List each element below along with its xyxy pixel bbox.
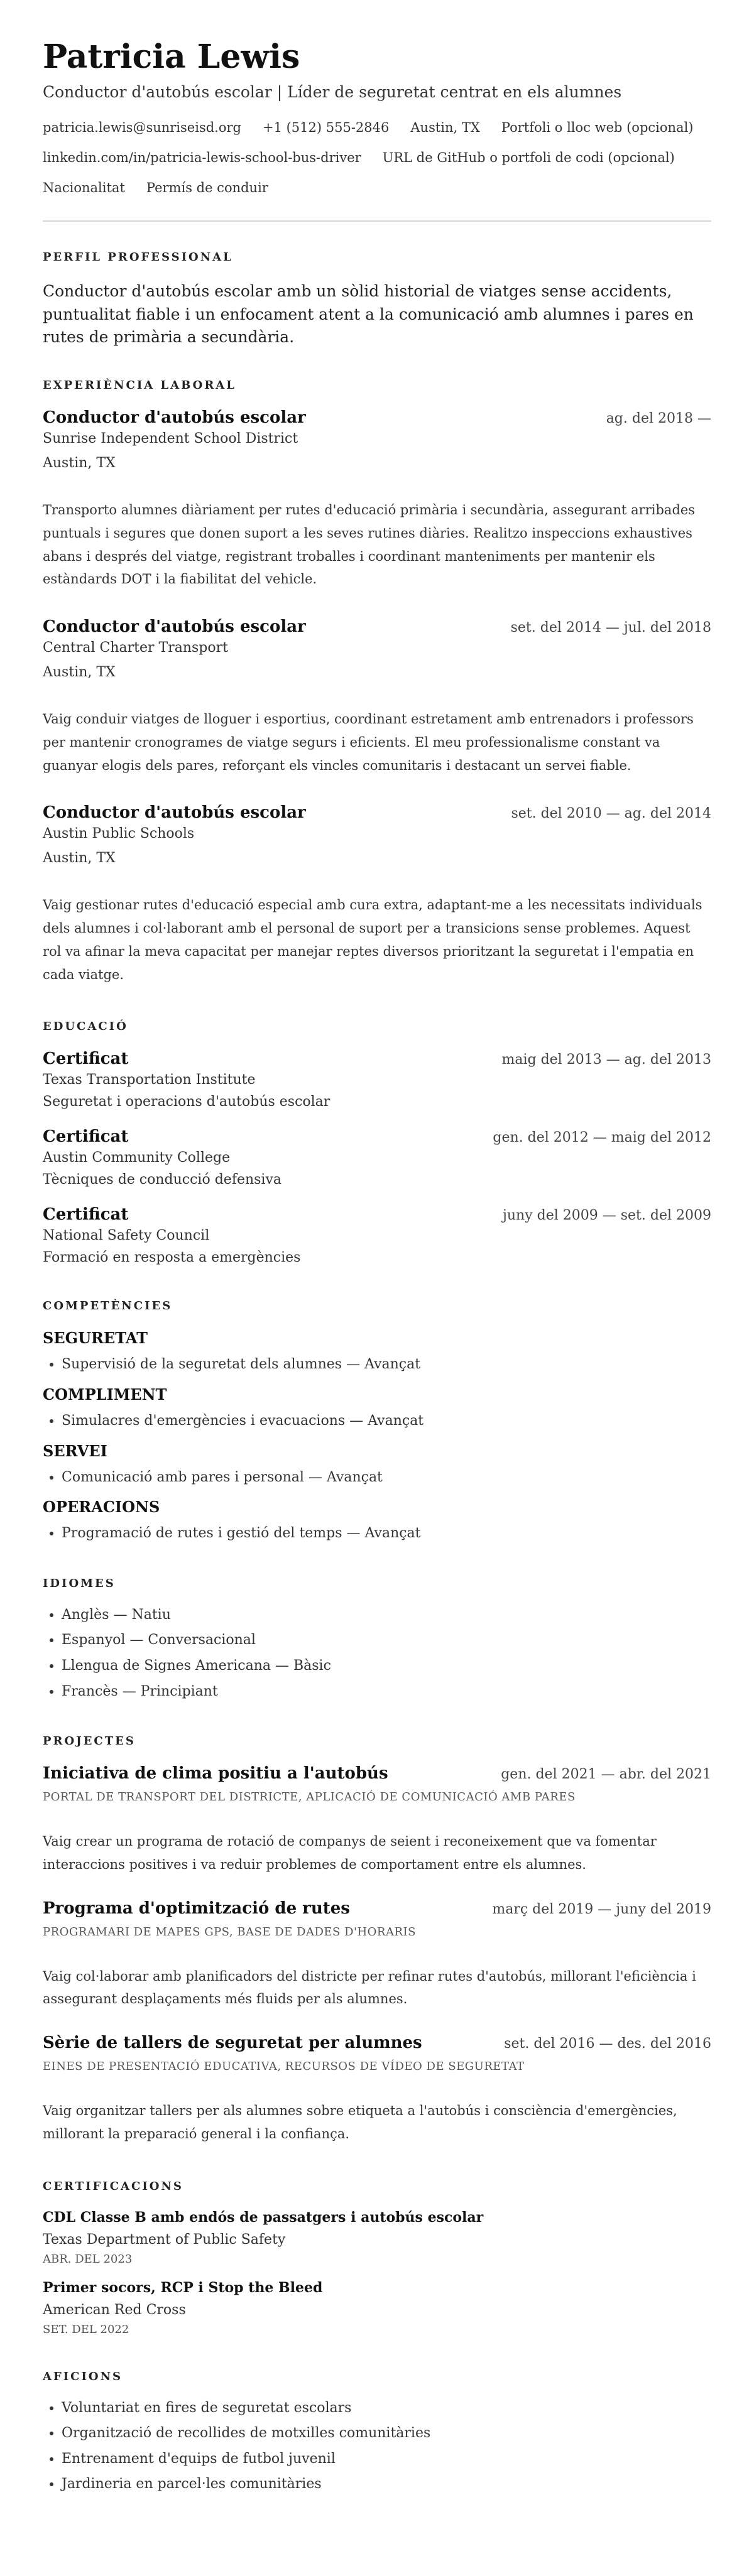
language-item: • Llengua de Signes Americana — Bàsic — [62, 1657, 711, 1675]
header-divider — [43, 220, 711, 222]
institution-name: Texas Transportation Institute — [43, 1072, 256, 1088]
education-date: gen. del 2012 — maig del 2012 — [493, 1130, 711, 1146]
email-link[interactable]: patricia.lewis@sunriseisd.org — [43, 120, 241, 136]
skills-section — [43, 1299, 711, 1542]
certification-title: CDL Classe B amb endós de passatgers i autobús escolar — [43, 2209, 484, 2226]
certification-entry — [43, 2209, 711, 2266]
project-title: Programa d'optimització de rutes — [43, 1898, 350, 1918]
phone-number[interactable]: +1 (512) 555-2846 — [262, 120, 390, 136]
section-title: PERFIL PROFESSIONAL — [43, 251, 233, 264]
skill-item: • Programació de rutes i gestió del temps — Avançat — [62, 1525, 711, 1543]
institution-name: Austin Community College — [43, 1150, 231, 1166]
project-description: Vaig col·laborar amb planificadors del districte per refinar rutes d'autobús, millorant l'eficiència i assegurant desplaçaments més fluids per als alumnes. — [43, 1968, 696, 2007]
driving-license-text: Permís de conduir — [146, 180, 268, 196]
skill-group — [43, 1498, 711, 1543]
skill-item: • Simulacres d'emergències i evacuacions — Avançat — [62, 1412, 711, 1431]
job-date: set. del 2010 — ag. del 2014 — [511, 806, 711, 822]
job-title: Conductor d'autobús escolar — [43, 408, 306, 428]
portfolio-link[interactable]: Portfoli o lloc web (opcional) — [501, 120, 694, 136]
job-description: Transporto alumnes diàriament per rutes d'educació primària i secundària, assegurant arribades puntuals i segures que donen suport a les seves rutines diàries. Realitzo inspeccions exhaustives abans i després del viatge, registrant troballes i coordinant manteniments per mantenir els estàndards DOT i la fiabilitat del vehicle. — [43, 502, 696, 587]
language-item: • Francès — Principiant — [62, 1683, 711, 1701]
skill-group — [43, 1385, 711, 1431]
project-description: Vaig crear un programa de rotació de companys de seient i reconeixement que va fomentar interaccions positives i va reduir problemes de comportament entre els alumnes. — [43, 1834, 657, 1872]
contact-row — [43, 120, 711, 135]
languages-section — [43, 1577, 711, 1701]
project-description: Vaig organitzar tallers per als alumnes sobre etiqueta a l'autobús i consciència d'emergències, millorant la preparació general i la confiança. — [43, 2103, 677, 2141]
job-title: Conductor d'autobús escolar — [43, 803, 306, 823]
section-title: CERTIFICACIONS — [43, 2179, 183, 2193]
project-entry — [43, 1899, 711, 2011]
education-section — [43, 1020, 711, 1265]
certification-date: ABR. DEL 2023 — [43, 2252, 133, 2266]
certification-issuer: Texas Department of Public Safety — [43, 2231, 286, 2248]
degree-title: Certificat — [43, 1127, 129, 1147]
project-entry — [43, 2033, 711, 2146]
certification-date: SET. DEL 2022 — [43, 2322, 129, 2336]
education-subject: Seguretat i operacions d'autobús escolar — [43, 1094, 331, 1110]
skill-item: • Comunicació amb pares i personal — Avançat — [62, 1469, 711, 1487]
certification-title: Primer socors, RCP i Stop the Bleed — [43, 2279, 323, 2296]
profile-section — [43, 251, 711, 349]
job-description: Vaig conduir viatges de lloguer i esportius, coordinant estretament amb entrenadors i professors per mantenir cronogrames de viatge segurs i eficients. El meu professionalisme constant va guanyar elogis dels pares, reforçant els vincles comunitaris i destacant un servei fiable. — [43, 712, 694, 773]
hobby-item: • Voluntariat en fires de seguretat escolars — [62, 2400, 711, 2418]
project-date: gen. del 2021 — abr. del 2021 — [501, 1767, 711, 1783]
institution-name: National Safety Council — [43, 1228, 210, 1244]
skill-group-title: SERVEI — [43, 1441, 107, 1460]
employer-name: Sunrise Independent School District — [43, 431, 298, 447]
nationality-text: Nacionalitat — [43, 180, 125, 196]
section-title: AFICIONS — [43, 2369, 123, 2383]
project-date: març del 2019 — juny del 2019 — [492, 1901, 711, 1917]
certification-issuer: American Red Cross — [43, 2302, 186, 2318]
job-location: Austin, TX — [43, 850, 116, 867]
language-item: • Espanyol — Conversacional — [62, 1632, 711, 1650]
project-tools: PROGRAMARI DE MAPES GPS, BASE DE DADES D'HORARIS — [43, 1925, 416, 1939]
hobby-item: • Entrenament d'equips de futbol juvenil — [62, 2450, 711, 2469]
hobby-item: • Jardineria en parcel·les comunitàries — [62, 2476, 711, 2494]
resume-header — [43, 38, 711, 195]
education-date: juny del 2009 — set. del 2009 — [503, 1208, 711, 1224]
degree-title: Certificat — [43, 1205, 129, 1225]
skill-group-title: COMPLIMENT — [43, 1385, 167, 1404]
language-item: • Anglès — Natiu — [62, 1606, 711, 1625]
candidate-name: Patricia Lewis — [43, 38, 300, 76]
education-subject: Tècniques de conducció defensiva — [43, 1172, 282, 1188]
project-date: set. del 2016 — des. del 2016 — [504, 2036, 711, 2052]
skill-item: • Supervisió de la seguretat dels alumnes — Avançat — [62, 1356, 711, 1374]
degree-title: Certificat — [43, 1049, 129, 1069]
hobby-item: • Organització de recollides de motxilles comunitàries — [62, 2425, 711, 2443]
job-location: Austin, TX — [43, 664, 116, 681]
section-title: EXPERIÈNCIA LABORAL — [43, 379, 236, 392]
github-link[interactable]: URL de GitHub o portfoli de codi (opcional) — [382, 150, 675, 166]
project-title: Iniciativa de clima positiu a l'autobús — [43, 1764, 388, 1783]
experience-entry — [43, 408, 711, 591]
skill-group — [43, 1442, 711, 1487]
job-date: set. del 2014 — jul. del 2018 — [510, 620, 711, 636]
certifications-section — [43, 2180, 711, 2336]
section-title: EDUCACIÓ — [43, 1020, 128, 1034]
experience-section — [43, 379, 711, 986]
education-date: maig del 2013 — ag. del 2013 — [501, 1052, 711, 1068]
job-location: Austin, TX — [43, 455, 116, 472]
project-entry — [43, 1764, 711, 1876]
candidate-headline: Conductor d'autobús escolar | Líder de seguretat centrat en els alumnes — [43, 83, 622, 102]
skill-group-title: SEGURETAT — [43, 1329, 148, 1348]
languages-list — [43, 1606, 711, 1701]
education-entry — [43, 1205, 711, 1265]
project-title: Sèrie de tallers de seguretat per alumnes — [43, 2033, 422, 2053]
education-subject: Formació en resposta a emergències — [43, 1250, 301, 1266]
location-text: Austin, TX — [410, 120, 480, 136]
skill-group — [43, 1329, 711, 1374]
certification-entry — [43, 2280, 711, 2336]
education-entry — [43, 1127, 711, 1188]
skill-group-title: OPERACIONS — [43, 1498, 160, 1517]
employer-name: Central Charter Transport — [43, 640, 228, 656]
experience-entry — [43, 617, 711, 777]
section-title: IDIOMES — [43, 1576, 116, 1590]
section-title: PROJECTES — [43, 1734, 136, 1748]
experience-entry — [43, 803, 711, 986]
employer-name: Austin Public Schools — [43, 826, 195, 842]
job-description: Vaig gestionar rutes d'educació especial amb cura extra, adaptant-me a les necessitats individuals dels alumnes i col·laborant amb el personal de suport per a transicions sense problemes. Aquest rol va afinar la meva capacitat per manejar reptes diversos prioritzant la seguretat i l'empatia en cada viatge. — [43, 897, 702, 982]
linkedin-link[interactable]: linkedin.com/in/patricia-lewis-school-bus-driver — [43, 150, 361, 166]
projects-section — [43, 1734, 711, 2146]
contact-row — [43, 150, 711, 165]
education-entry — [43, 1049, 711, 1110]
hobbies-list — [43, 2400, 711, 2494]
hobbies-section — [43, 2370, 711, 2494]
job-title: Conductor d'autobús escolar — [43, 617, 306, 637]
section-title: COMPETÈNCIES — [43, 1299, 173, 1313]
profile-summary: Conductor d'autobús escolar amb un sòlid historial de viatges sense accidents, puntualitat fiable i un enfocament atent a la comunicació amb alumnes i pares en rutes de primària a secundària. — [43, 282, 694, 346]
project-tools: PORTAL DE TRANSPORT DEL DISTRICTE, APLICACIÓ DE COMUNICACIÓ AMB PARES — [43, 1790, 576, 1804]
project-tools: EINES DE PRESENTACIÓ EDUCATIVA, RECURSOS DE VÍDEO DE SEGURETAT — [43, 2060, 525, 2074]
job-date: ag. del 2018 — — [606, 411, 711, 427]
contact-row — [43, 180, 711, 195]
